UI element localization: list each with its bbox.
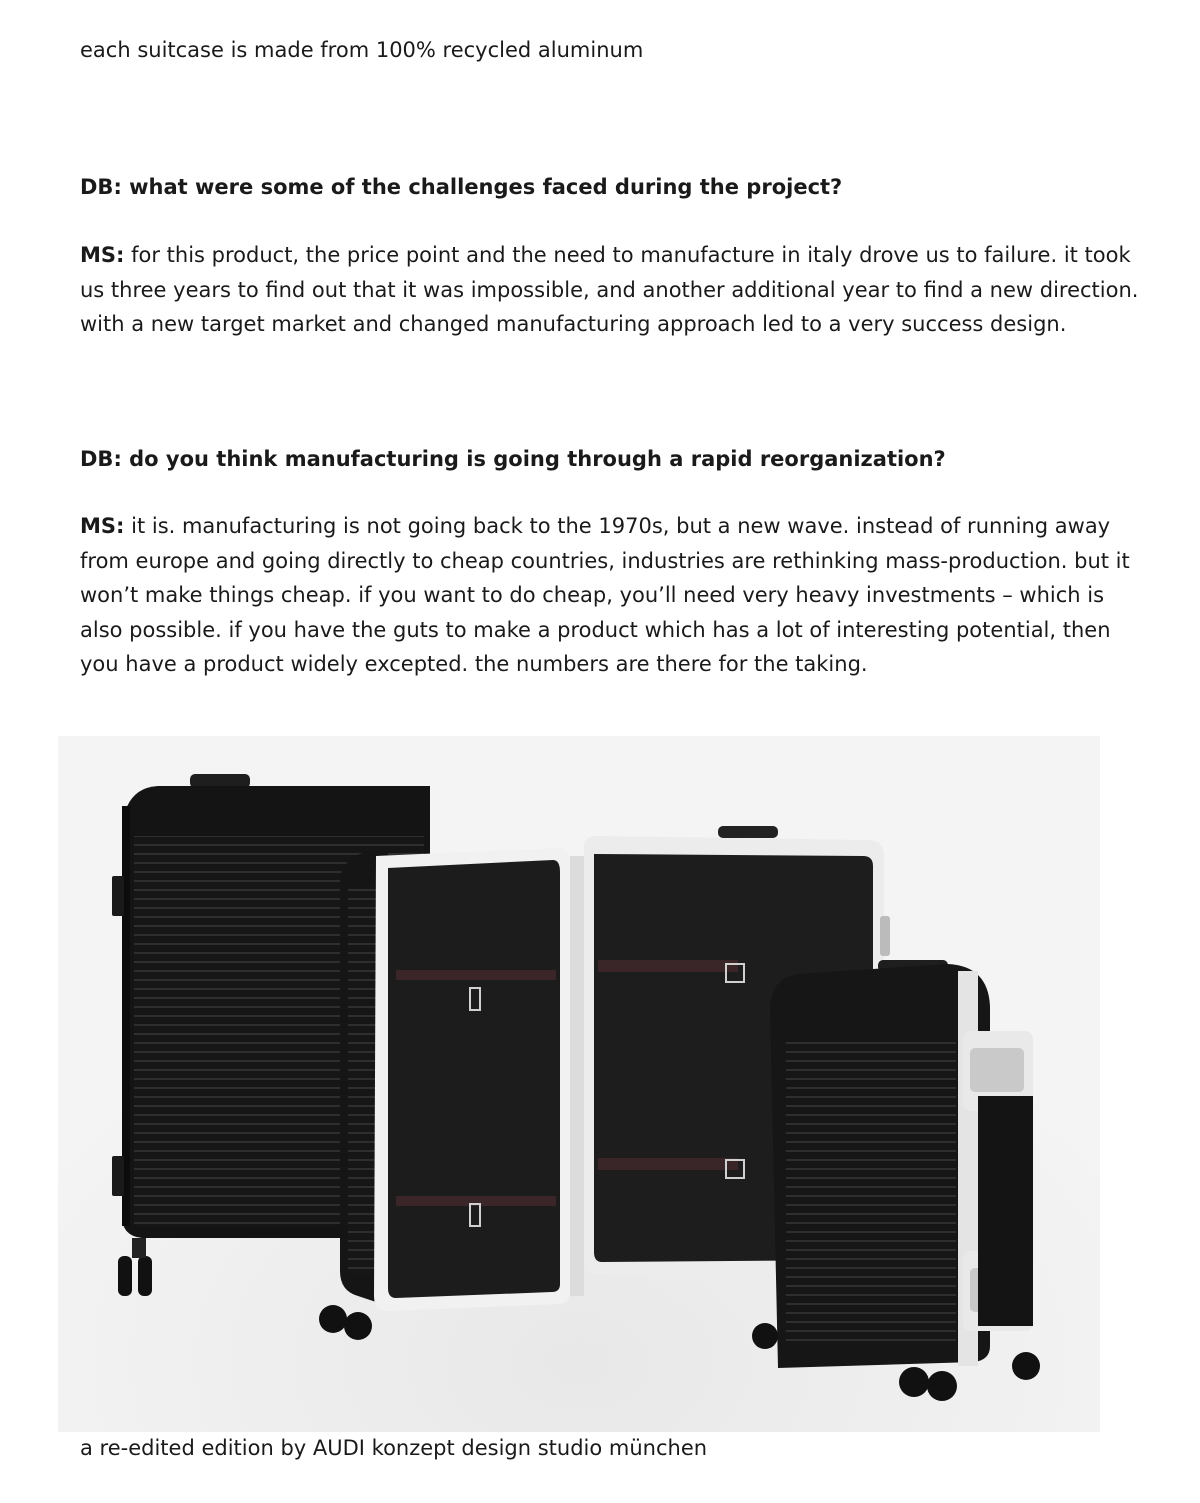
photo-caption-bottom: a re-edited edition by AUDI konzept design studio münchen — [80, 1436, 708, 1460]
speaker-label: MS: — [80, 243, 125, 267]
interview-question-1: DB: what were some of the challenges faced during the project? — [80, 175, 843, 199]
interview-answer-2 — [80, 509, 1140, 682]
interview-answer-1 — [80, 238, 1140, 342]
photo-caption-top: each suitcase is made from 100% recycled aluminum — [80, 38, 644, 62]
answer-text: it is. manufacturing is not going back to the 1970s, but a new wave. instead of running away from europe and going directly to cheap countries, industries are rethinking mass-production. but it won’t make things cheap. if you want to do cheap, you’ll need very heavy investments – which is also possible. if you have the guts to make a product which has a lot of interesting potential, then you have a product widely excepted. the numbers are there for the taking. — [80, 514, 1130, 676]
speaker-label: MS: — [80, 514, 125, 538]
interview-question-2: DB: do you think manufacturing is going through a rapid reorganization? — [80, 447, 946, 471]
suitcase-product-photo — [58, 736, 1100, 1432]
suitcase-illustration — [58, 736, 1100, 1432]
answer-text: for this product, the price point and the need to manufacture in italy drove us to failure. it took us three years to find out that it was impossible, and another additional year to find a new direction. with a new target market and changed manufacturing approach led to a very success design. — [80, 243, 1139, 336]
